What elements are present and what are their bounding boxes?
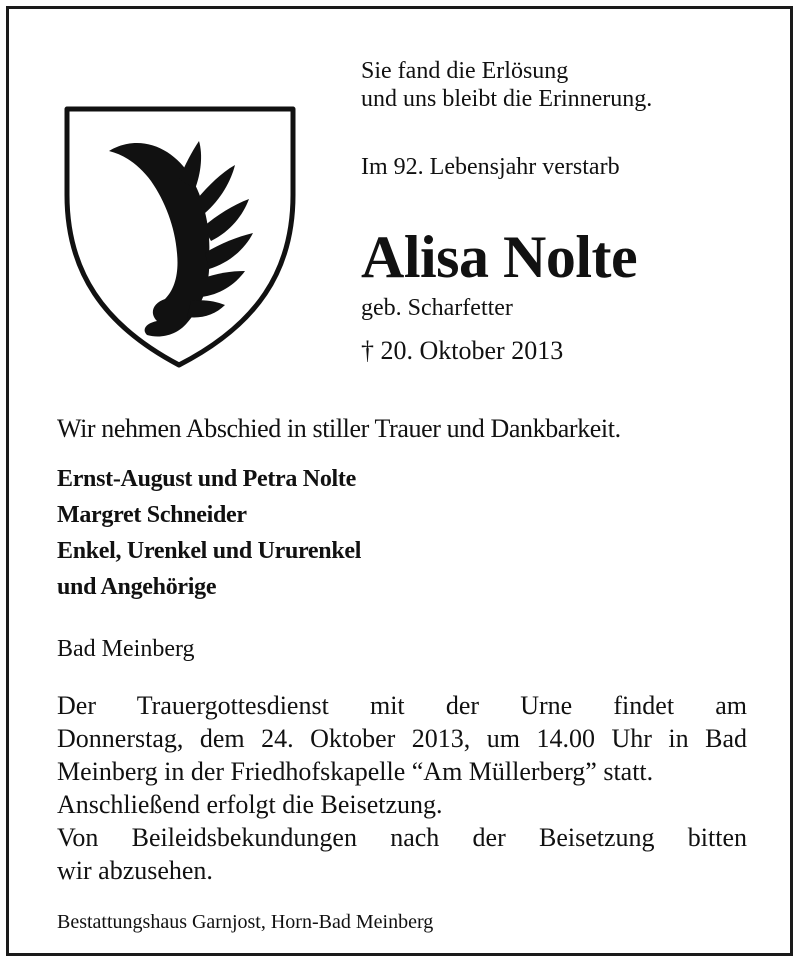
place-name: Bad Meinberg — [57, 636, 195, 662]
deceased-name: Alisa Nolte — [361, 224, 638, 290]
death-date: † 20. Oktober 2013 — [361, 336, 564, 365]
quote-line: Sie fand die Erlösung — [361, 58, 569, 84]
mourner-entry: Enkel, Urenkel und Ururenkel — [57, 538, 362, 564]
mourner-entry: Ernst-August und Petra Nolte — [57, 466, 356, 492]
intro-text: Im 92. Lebensjahr verstarb — [361, 154, 620, 180]
farewell-text: Wir nehmen Abschied in stiller Trauer und Dankbarkeit. — [57, 414, 621, 443]
service-line: wir abzusehen. — [57, 856, 213, 885]
service-line: Donnerstag, dem 24. Oktober 2013, um 14.00 Uhr in Bad — [57, 724, 747, 753]
service-line: Der Trauergottesdienst mit der Urne findet am — [57, 691, 747, 720]
antler-shield-icon — [61, 103, 301, 371]
service-line: Meinberg in der Friedhofskapelle “Am Müllerberg” statt. — [57, 757, 654, 786]
obituary-notice — [6, 6, 793, 956]
quote-line: und uns bleibt die Erinnerung. — [361, 86, 653, 112]
mourners-list — [57, 461, 361, 605]
service-line: Von Beileidsbekundungen nach der Beisetzung bitten — [57, 823, 747, 852]
mourner-entry: und Angehörige — [57, 574, 217, 600]
service-line: Anschließend erfolgt die Beisetzung. — [57, 790, 443, 819]
mourner-entry: Margret Schneider — [57, 502, 247, 528]
undertaker-credit: Bestattungshaus Garnjost, Horn-Bad Meinberg — [57, 911, 434, 933]
birth-name: geb. Scharfetter — [361, 295, 513, 321]
service-details — [57, 689, 747, 887]
memorial-quote — [361, 57, 652, 113]
